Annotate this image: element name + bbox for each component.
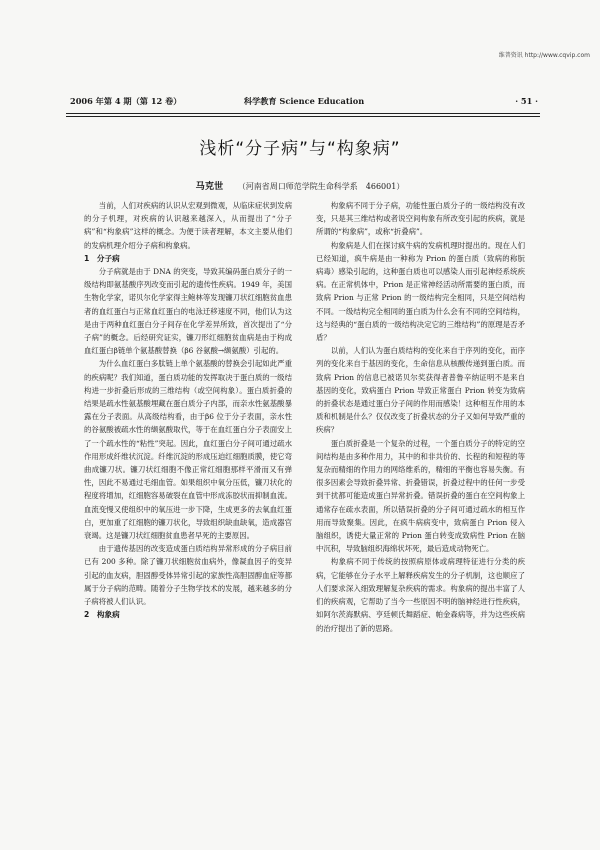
header-rule	[66, 113, 540, 117]
intro-paragraph: 当前，人们对疾病的认识从宏观到微观，从临床症状到发病的分子机理，对疾病的认识越来越深入，从而提出了“分子病”和“构象病”这样的概念。为便于读者理解，本文主要从他们的发病机理介绍分子病和构象病。	[84, 201, 292, 250]
body-paragraph: 蛋白质折叠是一个复杂的过程，一个蛋白质分子的特定的空间结构是由多种作用力，其中的和非共价的、长程的和短程的等复杂而精细的作用力的网络维系的，精细的平衡也容易失衡。有很多因素会导致折叠异常、折叠错误，折叠过程中的任何一步受到干扰都可能造成蛋白异常折叠。错误折叠的蛋白在空间构象上通常存在疏水表面，所以错误折叠的分子间可通过疏水的相互作用而导致聚集。因此，在疯牛病病变中，致病蛋白 Prion 侵入脑组织，诱使大量正常的 Prion 蛋白转变成致病性 Prion 在脑中沉积，导致脑组织海绵状坏死，最后造成动物死亡。	[316, 438, 525, 554]
author-name: 马克世	[195, 181, 224, 192]
journal-name: 科学教育 Science Education	[243, 96, 365, 106]
body-paragraph: 分子病就是由于 DNA 的突变，导致其编码蛋白质分子的一级结构即氨基酸序列改变而引起的遗传性疾病。1949 年，美国生物化学家，诺贝尔化学家得主鲍林等发现镰刀状红细胞贫血患者的血红蛋白与正常血红蛋白的电泳迁移速度不同，他们认为这是由于两种血红蛋白分子间存在化学差异所致，首次提出了“分子病”的概念。后经研究证实，镰刀形红细胞贫血病是由于构成血红蛋白β链单个氨基酸替换（β6 谷氨酸→缬氨酸）引起的。	[84, 267, 292, 356]
body-paragraph: 构象病是人们在探讨疯牛病的发病机理时提出的。现在人们已经知道，疯牛病是由一种称为 Prion 的蛋白质（致病的称朊病毒）感染引起的，这种蛋白质也可以感染人而引起神经系统疾病。在正常机体中，Prion 是正常神经活动所需要的蛋白质，而致病 Prion 与正常 Prion 的一级结构完全相同，只是空间结构不同。一级结构完全相同的蛋白质为什么会有不同的空间结构，这与经典的“蛋白质的一级结构决定它的三维结构”的原理是否矛盾？	[316, 240, 525, 343]
author-line	[0, 178, 600, 192]
body-paragraph: 构象病不同于传统的按照病原体或病理特征进行分类的疾病，它能够在分子水平上解释疾病发生的分子机制，这也顺应了人们要求深入细致理解复杂疾病的需求。构象病的提出丰富了人们的疾病观，它帮助了当今一些原因不明的脑神经进行性疾病，如阿尔茨海默病、亨廷顿氏舞蹈症、帕金森病等，并为这些疾病的治疗提出了新的思路。	[316, 557, 525, 633]
page-number: · 51 ·	[515, 96, 538, 106]
body-paragraph: 由于遗传基因的改变造成蛋白质结构异常形成的分子病目前已有 200 多种。除了镰刀状细胞贫血病外，像凝血因子的变异引起的血友病，胆固醇受体异常引起的家族性高胆固醇血症等都属于分子病的范畴。随着分子生物学技术的发展，越来越多的分子病将被人们认识。	[84, 544, 292, 607]
body-paragraph: 构象病不同于分子病，功能性蛋白质分子的一级结构没有改变，只是其三维结构或者说空间构象有所改变引起的疾病，就是所谓的“构象病”，或称“折叠病”。	[316, 201, 525, 237]
watermark-text: 维普资讯 http://www.cqvip.com	[498, 52, 590, 59]
issue-info: 2006 年第 4 期（第 12 卷）	[70, 96, 182, 106]
article-title: 浅析“分子病”与“构象病”	[199, 139, 401, 159]
right-column	[316, 199, 525, 635]
section-heading-molecular-disease: 1 分子病	[84, 253, 120, 263]
section-heading-conformational-disease: 2 构象病	[84, 610, 120, 620]
body-paragraph: 为什么血红蛋白多肽链上单个氨基酸的替换会引起如此严重的疾病呢？我们知道，蛋白质功能的发挥取决于蛋白质的一级结构进一步折叠后形成的三维结构（或空间构象）。蛋白质折叠的结果是疏水性氨基酸埋藏在蛋白质分子内部，而亲水性氨基酸暴露在分子表面。从高级结构看，由于β6 位于分子表面，亲水性的谷氨酸被疏水性的缬氨酸取代，等于在血红蛋白分子表面安上了一个疏水性的“粘性”突起。因此，血红蛋白分子间可通过疏水作用形成纤维状沉淀。纤维沉淀的形成压迫红细胞质膜，使它弯曲成镰刀状。镰刀状红细胞不像正常红细胞那样平滑而又有弹性，因此不易通过毛细血管。如果组织中氧分压低，镰刀状化的程度将增加，红细胞容易破裂在血管中形成冻胶状而抑制血流。血流变慢又使组织中的氧压进一步下降，生成更多的去氧血红蛋白，更加重了红细胞的镰刀状化，导致组织缺血缺氧，造成器官衰竭。这是镰刀状红细胞贫血患者早死的主要原因。	[84, 359, 292, 541]
left-column	[84, 199, 292, 622]
body-paragraph: 以前，人们认为蛋白质结构的变化来自于序列的变化，而序列的变化来自于基因的变化，生命信息从核酸传递到蛋白质。而致病 Prion 的信息已被诺贝尔奖获得者普鲁辛纳证明不是来自基因的变化，致病蛋白 Prion 导致正常蛋白 Prion 转变为致病的折叠状态是通过蛋白分子间的作用而感染！这种相互作用的本质和机制是什么？仅仅改变了折叠状态的分子又如何导致严重的疾病？	[316, 346, 525, 435]
author-affiliation: （河南省周口师范学院生命科学系 466001）	[237, 182, 405, 191]
running-head	[70, 96, 538, 110]
